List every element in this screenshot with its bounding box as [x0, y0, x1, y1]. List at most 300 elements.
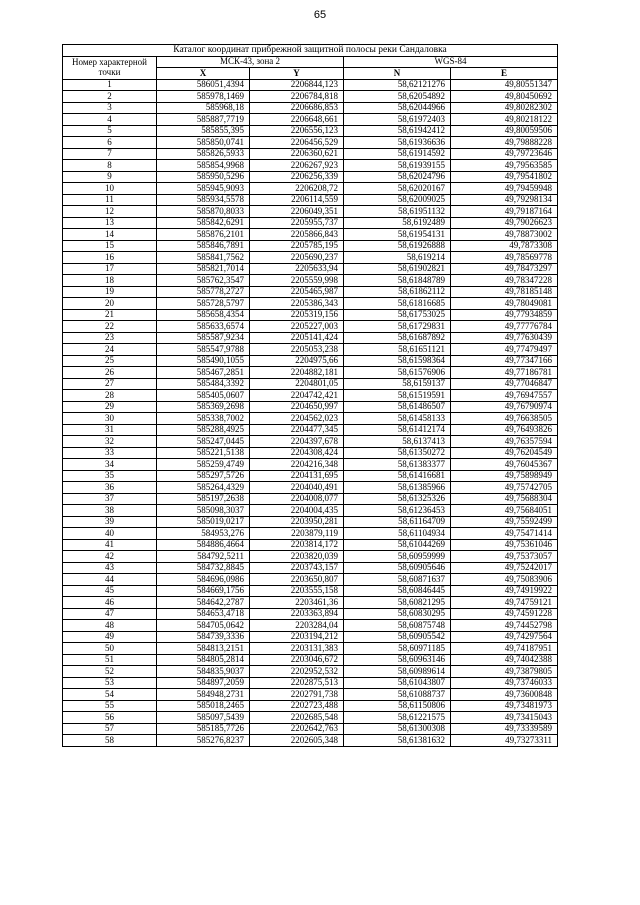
x-coordinate: 585846,7891	[157, 240, 250, 252]
table-row	[63, 735, 558, 747]
point-number: 34	[63, 459, 157, 471]
table-row	[63, 401, 558, 413]
e-coordinate: 49,73339589	[451, 723, 558, 735]
n-coordinate: 58,61044269	[344, 539, 451, 551]
point-number: 12	[63, 206, 157, 218]
n-coordinate: 58,61816685	[344, 298, 451, 310]
y-coordinate: 2206267,923	[250, 160, 344, 172]
y-coordinate: 2206114,559	[250, 194, 344, 206]
n-coordinate: 58,6159137	[344, 378, 451, 390]
y-coordinate: 2204008,077	[250, 493, 344, 505]
e-coordinate: 49,80551347	[451, 79, 558, 91]
n-coordinate: 58,61598364	[344, 355, 451, 367]
y-coordinate: 2203650,807	[250, 574, 344, 586]
y-coordinate: 2205465,987	[250, 286, 344, 298]
point-number: 3	[63, 102, 157, 114]
point-number: 43	[63, 562, 157, 574]
e-coordinate: 49,79563585	[451, 160, 558, 172]
y-coordinate: 2202723,488	[250, 700, 344, 712]
e-coordinate: 49,73273311	[451, 735, 558, 747]
n-coordinate: 58,62020167	[344, 183, 451, 195]
point-number: 20	[63, 298, 157, 310]
point-number: 47	[63, 608, 157, 620]
point-number: 27	[63, 378, 157, 390]
axis-header-x: X	[157, 68, 250, 80]
x-coordinate: 585876,2101	[157, 229, 250, 241]
table-row	[63, 125, 558, 137]
point-number: 55	[63, 700, 157, 712]
point-number: 40	[63, 528, 157, 540]
table-row	[63, 528, 558, 540]
e-coordinate: 49,78049081	[451, 298, 558, 310]
n-coordinate: 58,61381632	[344, 735, 451, 747]
y-coordinate: 2204216,348	[250, 459, 344, 471]
n-coordinate: 58,60971185	[344, 643, 451, 655]
x-coordinate: 584732,8845	[157, 562, 250, 574]
n-coordinate: 58,61164709	[344, 516, 451, 528]
point-number: 50	[63, 643, 157, 655]
e-coordinate: 49,74591228	[451, 608, 558, 620]
point-number: 31	[63, 424, 157, 436]
e-coordinate: 49,80218122	[451, 114, 558, 126]
x-coordinate: 585841,7562	[157, 252, 250, 264]
n-coordinate: 58,60963146	[344, 654, 451, 666]
point-number: 52	[63, 666, 157, 678]
e-coordinate: 49,74759121	[451, 597, 558, 609]
n-coordinate: 58,61412174	[344, 424, 451, 436]
x-coordinate: 585098,3037	[157, 505, 250, 517]
table-row	[63, 723, 558, 735]
axis-header-n: N	[344, 68, 451, 80]
y-coordinate: 2202605,348	[250, 735, 344, 747]
e-coordinate: 49,77046847	[451, 378, 558, 390]
y-coordinate: 2202875,513	[250, 677, 344, 689]
x-coordinate: 585405,0607	[157, 390, 250, 402]
e-coordinate: 49,77934859	[451, 309, 558, 321]
table-row	[63, 597, 558, 609]
table-row	[63, 183, 558, 195]
table-row	[63, 367, 558, 379]
e-coordinate: 49,79723646	[451, 148, 558, 160]
point-number: 7	[63, 148, 157, 160]
n-coordinate: 58,62054892	[344, 91, 451, 103]
x-coordinate: 585821,7014	[157, 263, 250, 275]
table-title-row	[63, 45, 558, 57]
point-number: 19	[63, 286, 157, 298]
x-coordinate: 585842,6291	[157, 217, 250, 229]
n-coordinate: 58,62044966	[344, 102, 451, 114]
e-coordinate: 49,74452798	[451, 620, 558, 632]
coordinates-table-body	[63, 79, 558, 746]
x-coordinate: 585762,3547	[157, 275, 250, 287]
e-coordinate: 49,74297564	[451, 631, 558, 643]
table-row	[63, 424, 558, 436]
y-coordinate: 2206686,853	[250, 102, 344, 114]
y-coordinate: 2204040,491	[250, 482, 344, 494]
coordinate-system-row	[63, 56, 558, 68]
msk-system-header: МСК-43, зона 2	[157, 56, 344, 68]
table-row	[63, 332, 558, 344]
n-coordinate: 58,61458133	[344, 413, 451, 425]
n-coordinate: 58,61954131	[344, 229, 451, 241]
e-coordinate: 49,80059506	[451, 125, 558, 137]
y-coordinate: 2206648,661	[250, 114, 344, 126]
n-coordinate: 58,61519591	[344, 390, 451, 402]
e-coordinate: 49,76947557	[451, 390, 558, 402]
n-coordinate: 58,61951132	[344, 206, 451, 218]
n-coordinate: 58,61416681	[344, 470, 451, 482]
e-coordinate: 49,79541802	[451, 171, 558, 183]
point-number: 22	[63, 321, 157, 333]
n-coordinate: 58,61383377	[344, 459, 451, 471]
x-coordinate: 585019,0217	[157, 516, 250, 528]
x-coordinate: 585484,3392	[157, 378, 250, 390]
e-coordinate: 49,75688304	[451, 493, 558, 505]
n-coordinate: 58,61753025	[344, 309, 451, 321]
table-row	[63, 286, 558, 298]
point-number: 18	[63, 275, 157, 287]
point-number: 21	[63, 309, 157, 321]
y-coordinate: 2203284,04	[250, 620, 344, 632]
e-coordinate: 49,76045367	[451, 459, 558, 471]
y-coordinate: 2204004,435	[250, 505, 344, 517]
point-number: 5	[63, 125, 157, 137]
n-coordinate: 58,61104934	[344, 528, 451, 540]
n-coordinate: 58,61576906	[344, 367, 451, 379]
point-number: 44	[63, 574, 157, 586]
y-coordinate: 2205227,003	[250, 321, 344, 333]
table-row	[63, 194, 558, 206]
e-coordinate: 49,79026623	[451, 217, 558, 229]
x-coordinate: 585247,0445	[157, 436, 250, 448]
table-row	[63, 309, 558, 321]
y-coordinate: 2203461,36	[250, 597, 344, 609]
table-row	[63, 700, 558, 712]
x-coordinate: 584813,2151	[157, 643, 250, 655]
x-coordinate: 584653,4718	[157, 608, 250, 620]
table-row	[63, 574, 558, 586]
y-coordinate: 2206844,123	[250, 79, 344, 91]
point-number: 26	[63, 367, 157, 379]
table-row	[63, 229, 558, 241]
y-coordinate: 2203950,281	[250, 516, 344, 528]
table-row	[63, 160, 558, 172]
x-coordinate: 586051,4394	[157, 79, 250, 91]
e-coordinate: 49,75592499	[451, 516, 558, 528]
n-coordinate: 58,62121276	[344, 79, 451, 91]
n-coordinate: 58,61350272	[344, 447, 451, 459]
n-coordinate: 58,60830295	[344, 608, 451, 620]
point-number: 45	[63, 585, 157, 597]
wgs-system-header: WGS-84	[344, 56, 558, 68]
e-coordinate: 49,78473297	[451, 263, 558, 275]
e-coordinate: 49,77186781	[451, 367, 558, 379]
y-coordinate: 2204882,181	[250, 367, 344, 379]
e-coordinate: 49,73879805	[451, 666, 558, 678]
x-coordinate: 585728,5797	[157, 298, 250, 310]
y-coordinate: 2203046,672	[250, 654, 344, 666]
e-coordinate: 49,75898949	[451, 470, 558, 482]
e-coordinate: 49,77630439	[451, 332, 558, 344]
y-coordinate: 2206049,351	[250, 206, 344, 218]
e-coordinate: 49,76357594	[451, 436, 558, 448]
n-coordinate: 58,60959999	[344, 551, 451, 563]
point-number-header: Номер характерной точки	[63, 56, 157, 79]
e-coordinate: 49,78185148	[451, 286, 558, 298]
n-coordinate: 58,61942412	[344, 125, 451, 137]
table-row	[63, 712, 558, 724]
point-number: 32	[63, 436, 157, 448]
n-coordinate: 58,62009025	[344, 194, 451, 206]
table-row	[63, 505, 558, 517]
table-row	[63, 631, 558, 643]
coordinates-table	[62, 44, 558, 747]
e-coordinate: 49,75361046	[451, 539, 558, 551]
point-number: 16	[63, 252, 157, 264]
n-coordinate: 58,61848789	[344, 275, 451, 287]
y-coordinate: 2206208,72	[250, 183, 344, 195]
y-coordinate: 2204397,678	[250, 436, 344, 448]
e-coordinate: 49,74042388	[451, 654, 558, 666]
e-coordinate: 49,73600848	[451, 689, 558, 701]
x-coordinate: 585587,9234	[157, 332, 250, 344]
e-coordinate: 49,78873002	[451, 229, 558, 241]
point-number: 36	[63, 482, 157, 494]
y-coordinate: 2202642,763	[250, 723, 344, 735]
y-coordinate: 2204477,345	[250, 424, 344, 436]
y-coordinate: 2204742,421	[250, 390, 344, 402]
y-coordinate: 2205386,343	[250, 298, 344, 310]
x-coordinate: 585288,4925	[157, 424, 250, 436]
x-coordinate: 585850,0741	[157, 137, 250, 149]
table-row	[63, 493, 558, 505]
point-number: 41	[63, 539, 157, 551]
y-coordinate: 2203820,039	[250, 551, 344, 563]
x-coordinate: 585945,9093	[157, 183, 250, 195]
y-coordinate: 2204975,66	[250, 355, 344, 367]
table-row	[63, 459, 558, 471]
table-row	[63, 390, 558, 402]
table-row	[63, 447, 558, 459]
x-coordinate: 585968,18	[157, 102, 250, 114]
n-coordinate: 58,61687892	[344, 332, 451, 344]
n-coordinate: 58,61300308	[344, 723, 451, 735]
y-coordinate: 2205633,94	[250, 263, 344, 275]
y-coordinate: 2204308,424	[250, 447, 344, 459]
table-row	[63, 539, 558, 551]
y-coordinate: 2202952,532	[250, 666, 344, 678]
y-coordinate: 2205053,238	[250, 344, 344, 356]
y-coordinate: 2203131,383	[250, 643, 344, 655]
table-row	[63, 551, 558, 563]
e-coordinate: 49,76790974	[451, 401, 558, 413]
x-coordinate: 585490,1055	[157, 355, 250, 367]
x-coordinate: 585547,9788	[157, 344, 250, 356]
point-number: 57	[63, 723, 157, 735]
n-coordinate: 58,60871637	[344, 574, 451, 586]
table-row	[63, 148, 558, 160]
table-row	[63, 677, 558, 689]
x-coordinate: 585870,8033	[157, 206, 250, 218]
point-number: 53	[63, 677, 157, 689]
y-coordinate: 2205955,737	[250, 217, 344, 229]
x-coordinate: 585887,7719	[157, 114, 250, 126]
e-coordinate: 49,79298134	[451, 194, 558, 206]
table-row	[63, 102, 558, 114]
point-number: 13	[63, 217, 157, 229]
y-coordinate: 2203743,157	[250, 562, 344, 574]
axis-header-y: Y	[250, 68, 344, 80]
point-number: 4	[63, 114, 157, 126]
y-coordinate: 2206456,529	[250, 137, 344, 149]
table-row	[63, 344, 558, 356]
table-row	[63, 137, 558, 149]
y-coordinate: 2204801,05	[250, 378, 344, 390]
n-coordinate: 58,61486507	[344, 401, 451, 413]
n-coordinate: 58,61939155	[344, 160, 451, 172]
x-coordinate: 585185,7726	[157, 723, 250, 735]
e-coordinate: 49,79459948	[451, 183, 558, 195]
e-coordinate: 49,73415043	[451, 712, 558, 724]
point-number: 46	[63, 597, 157, 609]
point-number: 51	[63, 654, 157, 666]
x-coordinate: 584948,2731	[157, 689, 250, 701]
table-row	[63, 643, 558, 655]
y-coordinate: 2206256,339	[250, 171, 344, 183]
e-coordinate: 49,74919922	[451, 585, 558, 597]
x-coordinate: 584642,2787	[157, 597, 250, 609]
x-coordinate: 585264,4329	[157, 482, 250, 494]
x-coordinate: 585221,5138	[157, 447, 250, 459]
table-row	[63, 275, 558, 287]
y-coordinate: 2205141,424	[250, 332, 344, 344]
table-title: Каталог координат прибрежной защитной полосы реки Сандаловка	[63, 45, 558, 57]
point-number: 10	[63, 183, 157, 195]
point-number: 28	[63, 390, 157, 402]
e-coordinate: 49,78569778	[451, 252, 558, 264]
table-row	[63, 654, 558, 666]
y-coordinate: 2204562,023	[250, 413, 344, 425]
n-coordinate: 58,60875748	[344, 620, 451, 632]
table-row	[63, 689, 558, 701]
point-number: 58	[63, 735, 157, 747]
n-coordinate: 58,61236453	[344, 505, 451, 517]
y-coordinate: 2203363,894	[250, 608, 344, 620]
point-number: 15	[63, 240, 157, 252]
x-coordinate: 584835,9037	[157, 666, 250, 678]
e-coordinate: 49,74187951	[451, 643, 558, 655]
point-number: 29	[63, 401, 157, 413]
x-coordinate: 585338,7002	[157, 413, 250, 425]
point-number: 48	[63, 620, 157, 632]
y-coordinate: 2206556,123	[250, 125, 344, 137]
y-coordinate: 2203879,119	[250, 528, 344, 540]
table-row	[63, 413, 558, 425]
e-coordinate: 49,77347166	[451, 355, 558, 367]
e-coordinate: 49,75684051	[451, 505, 558, 517]
x-coordinate: 585297,5726	[157, 470, 250, 482]
e-coordinate: 49,76204549	[451, 447, 558, 459]
table-row	[63, 114, 558, 126]
x-coordinate: 585276,8237	[157, 735, 250, 747]
y-coordinate: 2203555,158	[250, 585, 344, 597]
e-coordinate: 49,73746033	[451, 677, 558, 689]
axis-header-e: E	[451, 68, 558, 80]
table-row	[63, 666, 558, 678]
n-coordinate: 58,60989614	[344, 666, 451, 678]
table-row	[63, 206, 558, 218]
x-coordinate: 584696,0986	[157, 574, 250, 586]
point-number: 25	[63, 355, 157, 367]
x-coordinate: 585855,395	[157, 125, 250, 137]
table-row	[63, 436, 558, 448]
x-coordinate: 585658,4354	[157, 309, 250, 321]
x-coordinate: 585369,2698	[157, 401, 250, 413]
e-coordinate: 49,75242017	[451, 562, 558, 574]
point-number: 17	[63, 263, 157, 275]
n-coordinate: 58,61385966	[344, 482, 451, 494]
table-row	[63, 263, 558, 275]
x-coordinate: 585854,9968	[157, 160, 250, 172]
y-coordinate: 2205866,843	[250, 229, 344, 241]
y-coordinate: 2206784,818	[250, 91, 344, 103]
point-number: 11	[63, 194, 157, 206]
table-row	[63, 585, 558, 597]
table-row	[63, 298, 558, 310]
point-number: 14	[63, 229, 157, 241]
x-coordinate: 584669,1756	[157, 585, 250, 597]
e-coordinate: 49,73481973	[451, 700, 558, 712]
n-coordinate: 58,61902821	[344, 263, 451, 275]
x-coordinate: 584886,4664	[157, 539, 250, 551]
table-row	[63, 91, 558, 103]
e-coordinate: 49,79888228	[451, 137, 558, 149]
table-row	[63, 482, 558, 494]
point-number: 42	[63, 551, 157, 563]
point-number: 9	[63, 171, 157, 183]
table-row	[63, 620, 558, 632]
n-coordinate: 58,60905646	[344, 562, 451, 574]
y-coordinate: 2202685,548	[250, 712, 344, 724]
point-number: 56	[63, 712, 157, 724]
x-coordinate: 585018,2465	[157, 700, 250, 712]
table-row	[63, 470, 558, 482]
n-coordinate: 58,61972403	[344, 114, 451, 126]
n-coordinate: 58,61150806	[344, 700, 451, 712]
x-coordinate: 585197,2638	[157, 493, 250, 505]
n-coordinate: 58,61651121	[344, 344, 451, 356]
x-coordinate: 585826,5933	[157, 148, 250, 160]
n-coordinate: 58,6137413	[344, 436, 451, 448]
y-coordinate: 2205319,156	[250, 309, 344, 321]
table-row	[63, 355, 558, 367]
table-row	[63, 79, 558, 91]
x-coordinate: 585950,5296	[157, 171, 250, 183]
y-coordinate: 2203194,212	[250, 631, 344, 643]
e-coordinate: 49,7873308	[451, 240, 558, 252]
point-number: 35	[63, 470, 157, 482]
x-coordinate: 585978,1469	[157, 91, 250, 103]
e-coordinate: 49,75373057	[451, 551, 558, 563]
point-number: 24	[63, 344, 157, 356]
point-number: 33	[63, 447, 157, 459]
e-coordinate: 49,76638505	[451, 413, 558, 425]
x-coordinate: 585633,6574	[157, 321, 250, 333]
table-row	[63, 562, 558, 574]
n-coordinate: 58,61926888	[344, 240, 451, 252]
y-coordinate: 2202791,738	[250, 689, 344, 701]
y-coordinate: 2204131,695	[250, 470, 344, 482]
